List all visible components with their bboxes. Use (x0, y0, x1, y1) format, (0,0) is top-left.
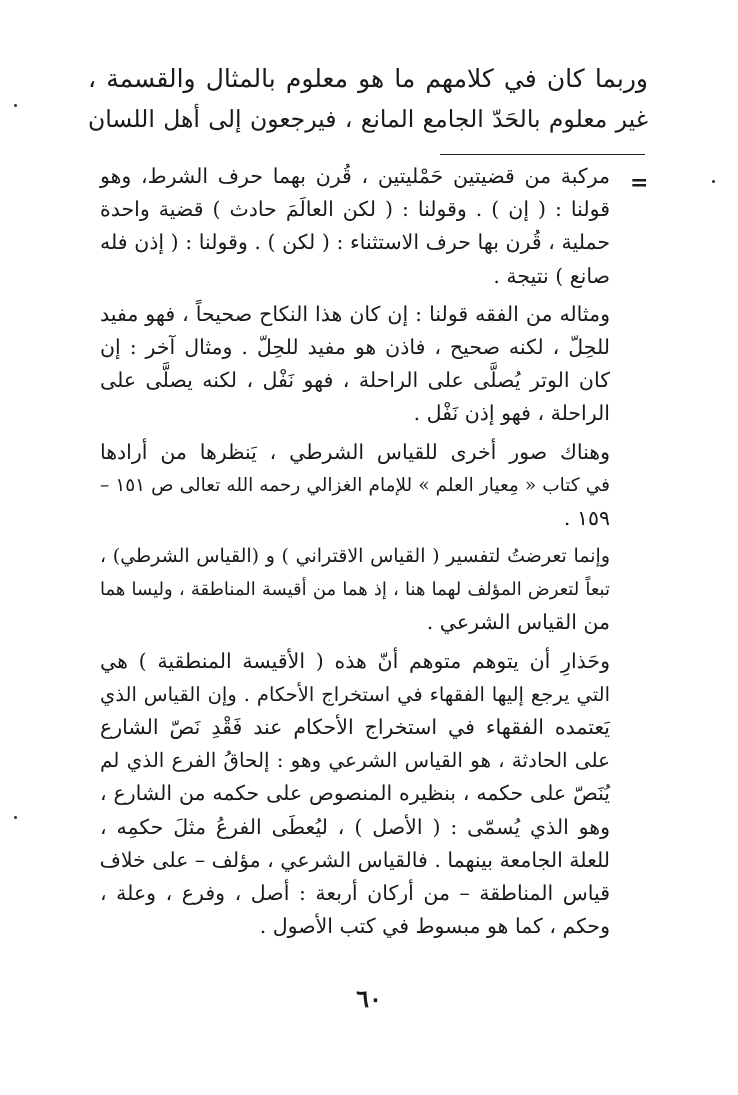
footnote-line: ١٥٩ . (563, 505, 610, 530)
main-text-line: غير معلوم بالحَدّ الجامع المانع ، فيرجعون إلى أهل اللسان (88, 105, 648, 133)
main-text (88, 58, 648, 140)
footnote-line: وهو الذي يُسمّى : ( الأصل ) ، ليُعطَى الفرعُ مثلَ حكمِه ، (100, 814, 610, 839)
footnote-line: تبعاً لتعرض المؤلف لهما هنا ، إذ هما من أقيسة المناطقة ، وليسا هما (100, 579, 610, 601)
footnote-line: وحَذارِ أن يتوهم متوهم أنّ هذه ( الأقيسة المنطقية ) هي (100, 648, 610, 673)
footnote-paragraph (100, 540, 610, 640)
footnote-line: للعلة الجامعة بينهما . فالقياس الشرعي ، مؤلف – على خلاف (99, 847, 610, 872)
footnote-line: يُنَصّ على حكمه ، بنظيره المنصوص على حكمه من الشارع ، (100, 781, 610, 806)
margin-dot (712, 180, 715, 183)
footnote-line: من القياس الشرعي . (426, 610, 610, 635)
footnote-line: الراحلة ، فهو إذن نَفْل . (413, 401, 610, 426)
footnote-line: ومثاله من الفقه قولنا : إن كان هذا النكاح صحيحاً ، فهو مفيد (100, 301, 610, 326)
footnote-line: وحكم ، كما هو مبسوط في كتب الأصول . (259, 914, 610, 939)
footnote-line: مركبة من قضيتين حَمْليتين ، قُرن بهما حرف الشرط، وهو (100, 164, 610, 188)
footnote-line: للحِلّ ، لكنه صحيح ، فاذن هو مفيد للحِلّ . ومثال آخر : إن (100, 334, 610, 359)
footnote-paragraph (100, 298, 610, 431)
margin-dot (14, 816, 17, 819)
footnote-paragraph (100, 645, 610, 944)
footnote-line: التي يرجع إليها الفقهاء في استخراج الأحكام . وإن القياس الذي (100, 682, 610, 706)
margin-dot (14, 104, 17, 107)
footnote-paragraph (100, 160, 610, 293)
footnote-line: يَعتمده الفقهاء في استخراج الأحكام عند فَقْدِ نَصّ الشارع (100, 715, 610, 739)
footnote-paragraph (100, 436, 610, 536)
footnote-line: في كتاب « مِعيار العلم » للإمام الغزالي رحمه الله تعالى ص ١٥١ – (100, 474, 610, 496)
footnote-line: وإنما تعرضتُ لتفسير ( القياس الاقتراني ) و (القياس الشرطي) ، (100, 545, 610, 568)
footnote-line: قولنا : ( إن ) . وقولنا : ( لكن العالَمَ حادث ) قضية واحدة (100, 197, 610, 222)
footnote-separator (440, 154, 645, 155)
footnote-line: كان الوتر يُصلَّى على الراحلة ، فهو نَفْل ، لكنه يصلَّى على (100, 368, 610, 393)
footnote-line: وهناك صور أخرى للقياس الشرطي ، يَنظرها من أرادها (100, 439, 610, 464)
page-number: ٦٠ (356, 984, 382, 1013)
footnote-line: حملية ، قُرن بها حرف الاستثناء : ( لكن ) . وقولنا : ( إذن فله (100, 230, 610, 255)
footnote-line: صانع ) نتيجة . (493, 263, 610, 288)
footnote-line: على الحادثة ، هو القياس الشرعي وهو : إلحاقُ الفرع الذي لم (100, 748, 610, 773)
footnote-continuation-marker: = (630, 170, 649, 196)
footnote-line: قياس المناطقة – من أركان أربعة : أصل ، وفرع ، وعلة ، (100, 880, 610, 905)
main-text-line: وربما كان في كلامهم ما هو معلوم بالمثال والقسمة ، (88, 64, 648, 93)
footnote (100, 160, 610, 948)
